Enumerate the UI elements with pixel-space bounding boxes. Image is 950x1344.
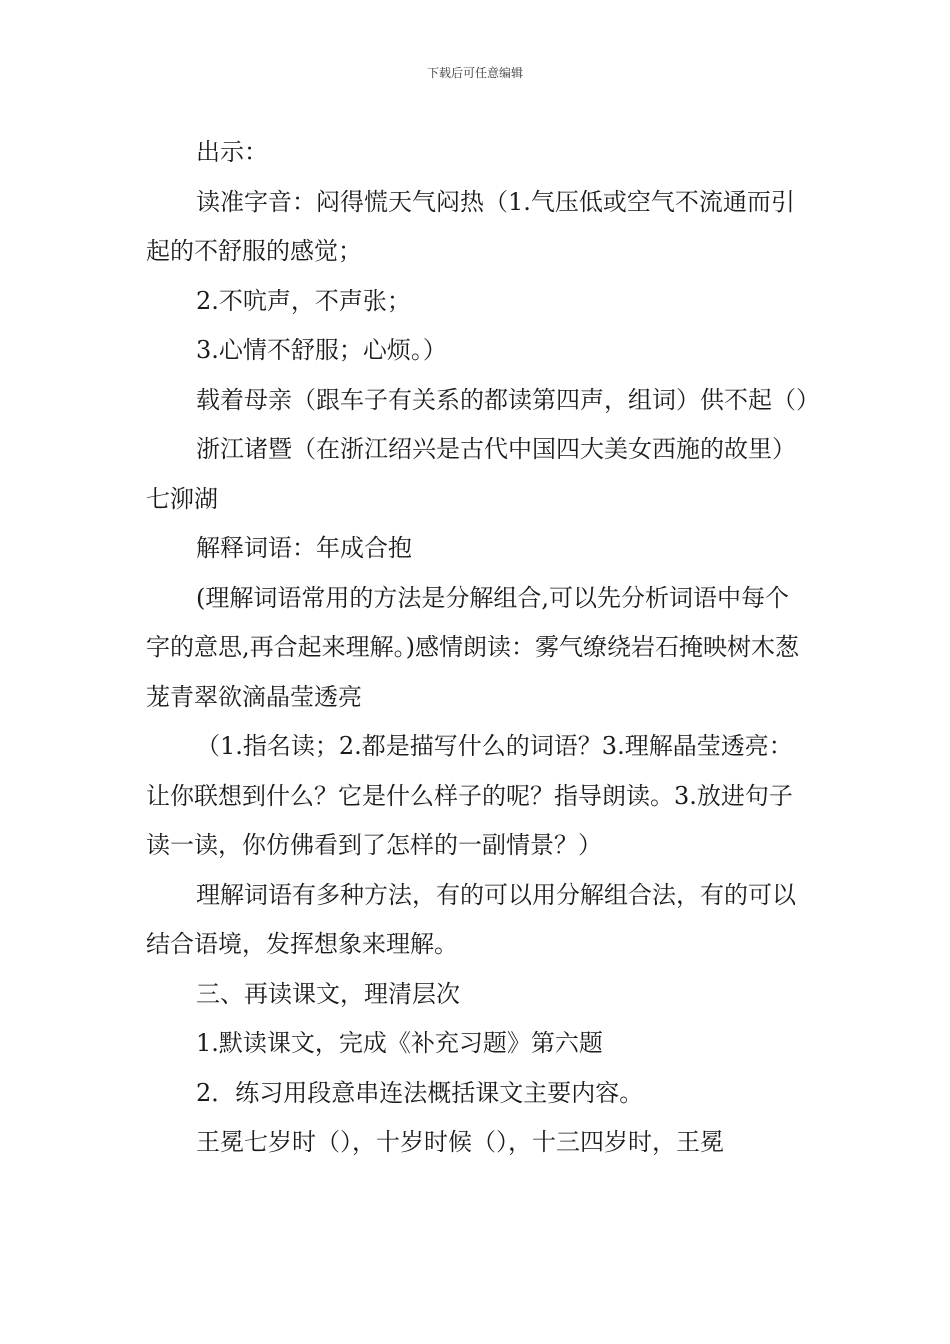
paragraph-zhejiang: 浙江诸暨（在浙江绍兴是古代中国四大美女西施的故里）七泖湖 xyxy=(146,435,796,513)
paragraph-wangmian: 王冕七岁时（），十岁时候（），十三四岁时，王冕 xyxy=(196,1128,724,1156)
paragraph-task-2: 2．练习用段意串连法概括课文主要内容。 xyxy=(196,1078,644,1107)
paragraph-explain-words: 解释词语：年成合抱 xyxy=(196,534,412,562)
paragraph-meaning-2: 2.不吭声，不声张； xyxy=(196,286,411,315)
paragraph-instructions: （1.指名读；2.都是描写什么的词语？3.理解晶莹透亮：让你联想到什么？它是什么样子的呢？指导朗读。3.放进句子读一读，你仿佛看到了怎样的一副情景？） xyxy=(146,732,793,859)
paragraph-understanding: 理解词语有多种方法，有的可以用分解组合法，有的可以结合语境，发挥想象来理解。 xyxy=(146,880,796,958)
paragraph-show: 出示： xyxy=(196,138,268,166)
paragraph-carry-mother: 载着母亲（跟车子有关系的都读第四声，组词）供不起（） xyxy=(196,385,820,414)
paragraph-meaning-3: 3.心情不舒服；心烦。） xyxy=(196,336,447,364)
page-header: 下载后可任意编辑 xyxy=(426,66,523,80)
paragraph-method: (理解词语常用的方法是分解组合,可以先分析词语中每个字的意思,再合起来理解。)感情朗读：雾气缭绕岩石掩映树木葱茏青翠欲滴晶莹透亮 xyxy=(146,583,799,711)
paragraph-task-1: 1.默读课文，完成《补充习题》第六题 xyxy=(196,1029,603,1057)
document-body xyxy=(146,128,820,1168)
section-heading-reread: 三、再读课文，理清层次 xyxy=(196,979,460,1008)
paragraph-pronunciation: 读准字音：闷得慌天气闷热（1.气压低或空气不流通而引起的不舒服的感觉； xyxy=(146,187,795,265)
